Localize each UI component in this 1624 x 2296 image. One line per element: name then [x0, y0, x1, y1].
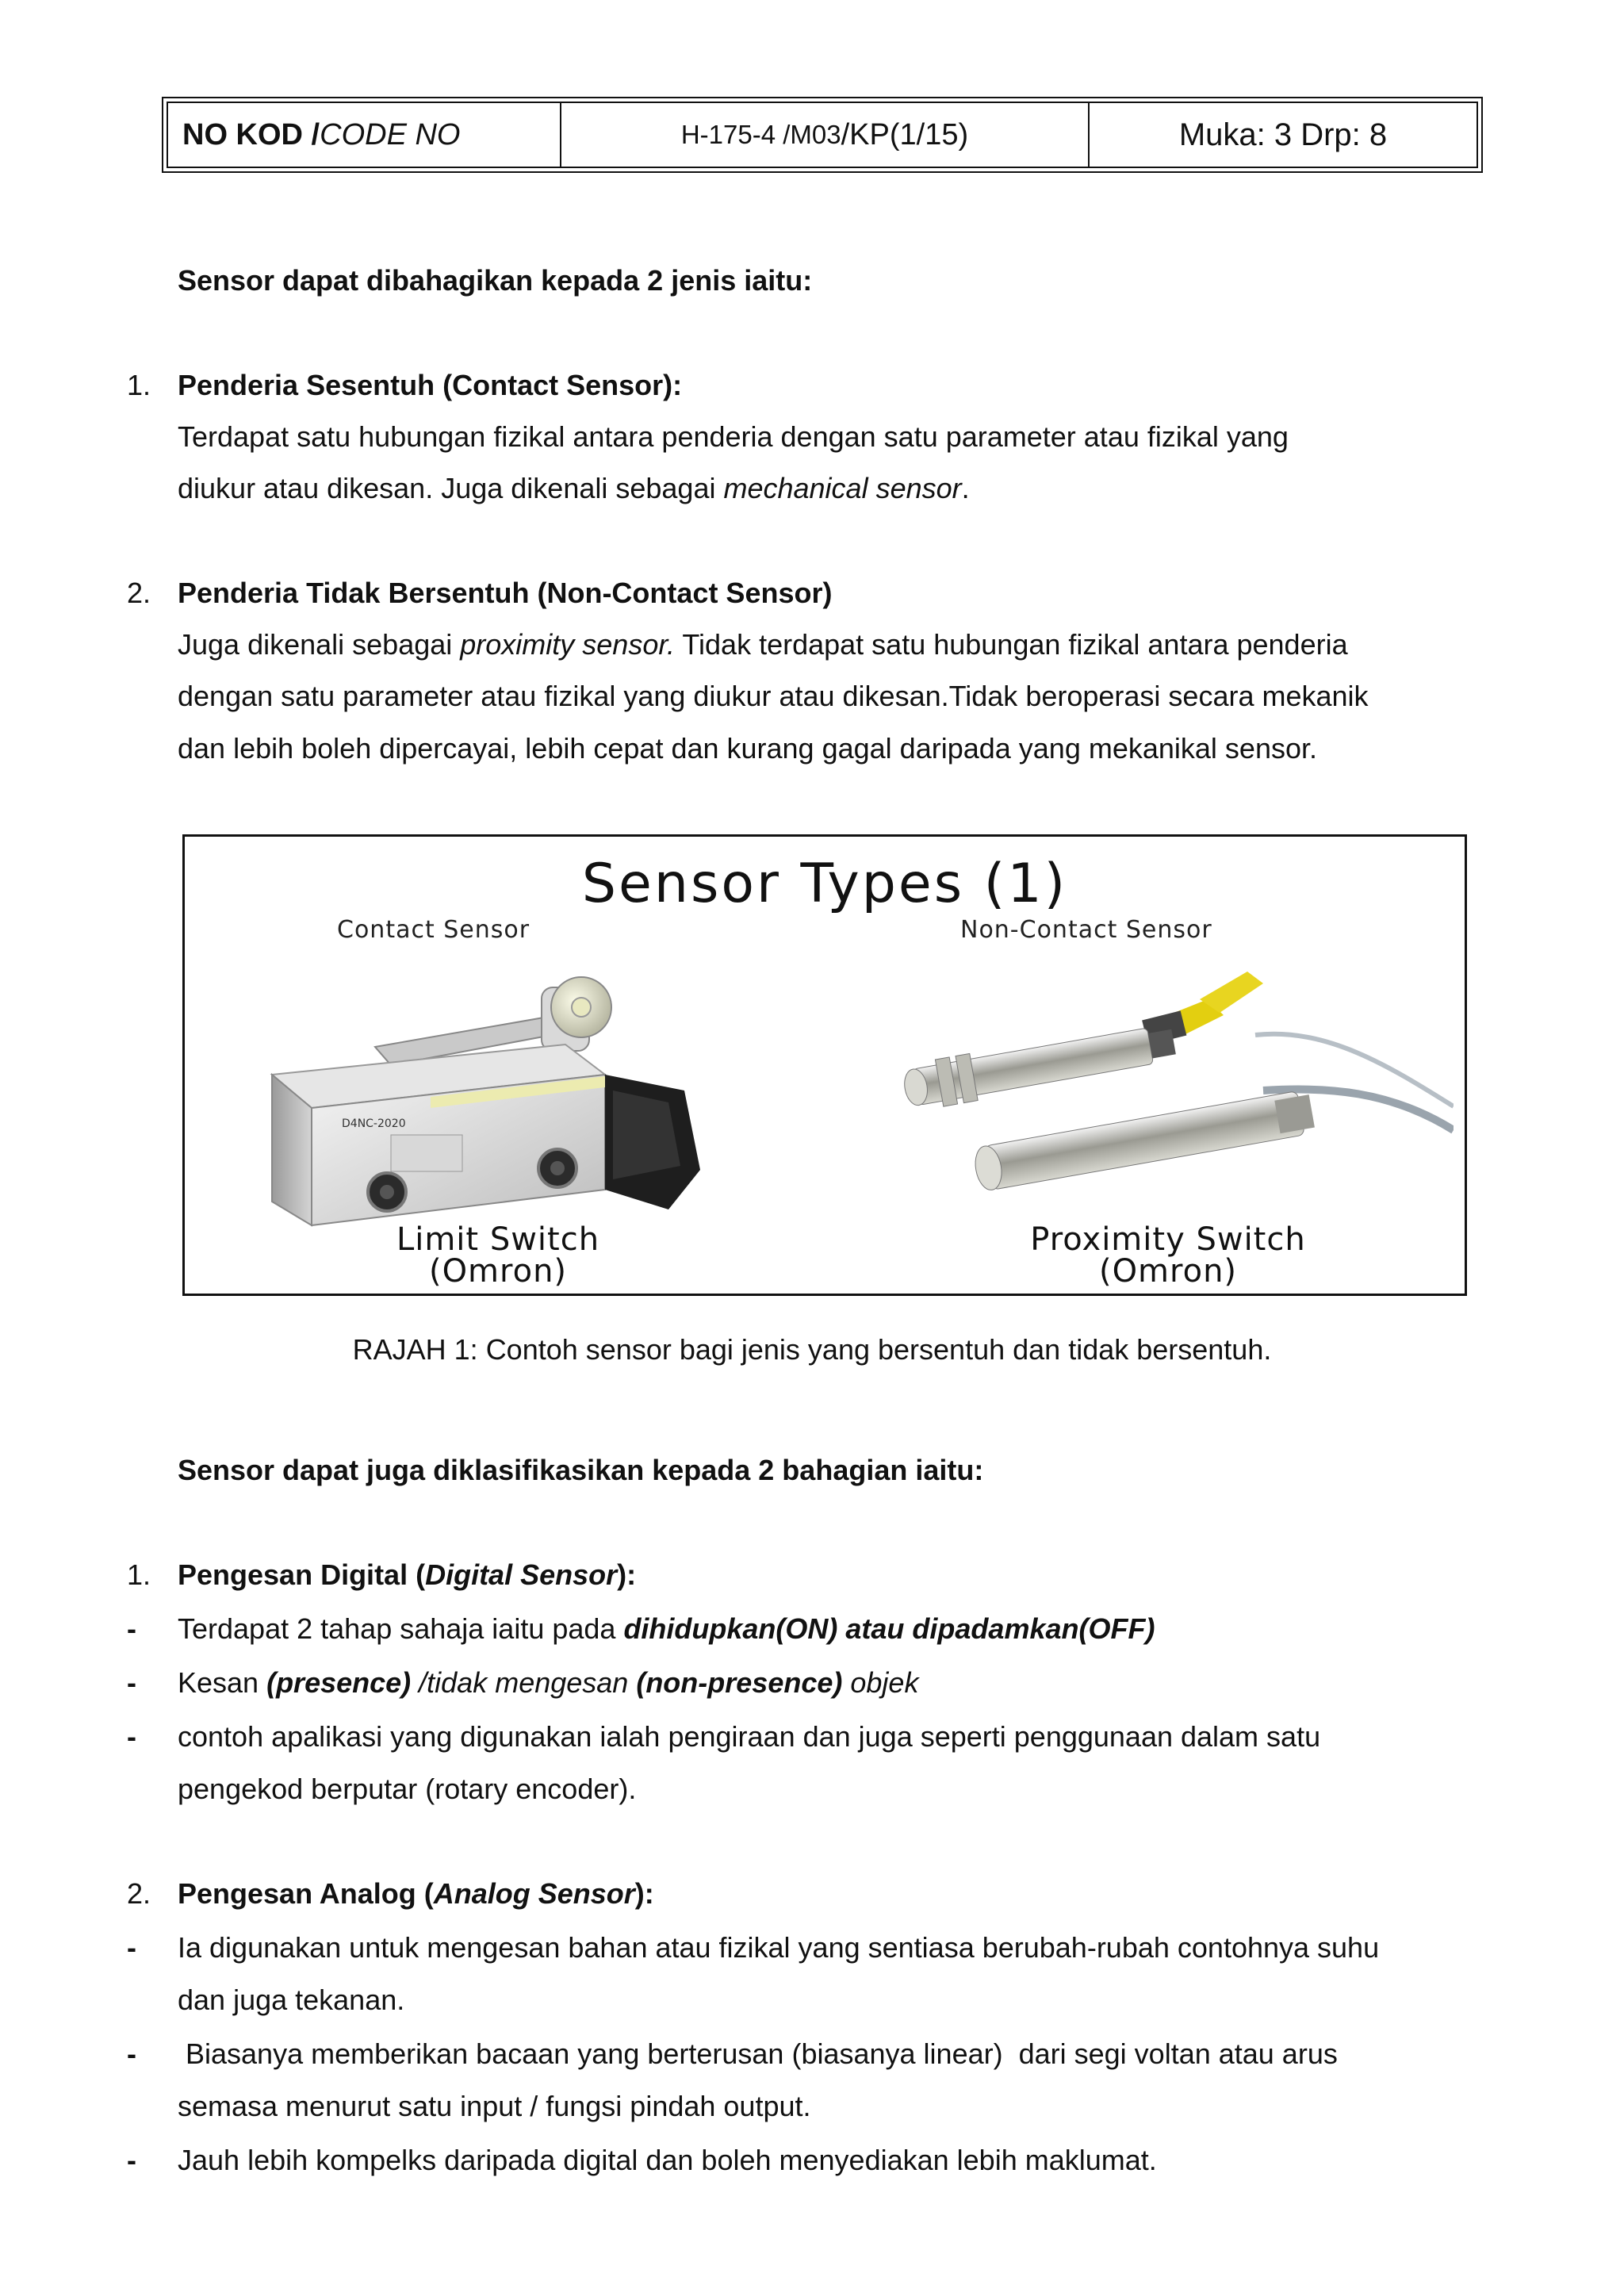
section1-item2-line1-pre: Juga dikenali sebagai — [178, 628, 461, 661]
page-info-cell — [1090, 103, 1477, 167]
bullet-dash: - — [127, 1666, 136, 1699]
limit-switch-caption-2: (Omron) — [428, 1253, 568, 1290]
section2-item1-title-pre: Pengesan Digital ( — [178, 1558, 426, 1591]
section1-intro: Sensor dapat dibahagikan kepada 2 jenis iaitu: — [178, 264, 813, 297]
bullet2-pre: Kesan — [178, 1666, 267, 1699]
section1-item2-line1 — [178, 627, 1348, 662]
section1-item2-line3: dan lebih boleh dipercayai, lebih cepat dan kurang gagal daripada yang mekanikal sensor. — [178, 732, 1317, 765]
bullet-dash: - — [127, 1720, 136, 1753]
code-value-cell — [561, 103, 1090, 167]
section2-item1-bullet1 — [178, 1612, 1155, 1646]
section1-item2-line2: dengan satu parameter atau fizikal yang diukur atau dikesan.Tidak beroperasi secara mekanik — [178, 680, 1369, 712]
limit-switch-caption-1: Limit Switch — [396, 1221, 600, 1258]
section1-item2-number: 2. — [127, 577, 151, 609]
section1-item1-title: Penderia Sesentuh (Contact Sensor): — [178, 369, 683, 401]
code-value-rest: /KP(1/15) — [841, 117, 969, 151]
section1-item1-line2-post: . — [961, 472, 970, 504]
code-label-cell — [168, 103, 561, 167]
figure-caption: RAJAH 1: Contoh sensor bagi jenis yang bersentuh dan tidak bersentuh. — [352, 1333, 1272, 1366]
proximity-switch-image — [883, 972, 1454, 1209]
section1-item2-line1-post: Tidak terdapat satu hubungan fizikal antara penderia — [675, 628, 1348, 661]
sensor-types-figure — [182, 834, 1467, 1296]
section2-item2-title — [178, 1876, 654, 1911]
section2-item1-title — [178, 1558, 636, 1593]
document-header-table — [162, 97, 1483, 173]
proximity-switch-caption-2: (Omron) — [1098, 1253, 1238, 1290]
section1-item1-number: 1. — [127, 369, 151, 401]
proximity-switch-caption — [962, 1221, 1374, 1290]
figure-left-label: Contact Sensor — [337, 916, 530, 944]
bullet2-end: objek — [842, 1666, 919, 1699]
section2-item1-title-italic: Digital Sensor — [425, 1558, 618, 1591]
section1-item2-title: Penderia Tidak Bersentuh (Non-Contact Sensor) — [178, 577, 833, 609]
section2-item1-bullet3-line2: pengekod berputar (rotary encoder). — [178, 1773, 637, 1805]
bullet-dash: - — [127, 2144, 136, 2176]
bullet2-presence: (presence) — [266, 1666, 412, 1699]
section2-item2-bullet2-line2: semasa menurut satu input / fungsi pindah output. — [178, 2090, 811, 2122]
section2-item2-number: 2. — [127, 1877, 151, 1910]
code-value-small: H-175-4 /M03 — [680, 120, 841, 149]
bullet2-non-presence: (non-presence) — [636, 1666, 843, 1699]
bullet-dash: - — [127, 1612, 136, 1645]
section2-item1-title-post: ): — [617, 1558, 637, 1591]
section2-item2-title-pre: Pengesan Analog ( — [178, 1877, 434, 1910]
section2-item2-title-italic: Analog Sensor — [433, 1877, 635, 1910]
bullet2-mid: /tidak mengesan — [411, 1666, 637, 1699]
limit-switch-caption — [320, 1221, 676, 1290]
bullet1-bold-italic: dihidupkan(ON) atau dipadamkan(OFF) — [623, 1612, 1155, 1645]
section2-item2-title-post: ): — [634, 1877, 654, 1910]
section1-item1-line2 — [178, 471, 970, 506]
section2-item2-bullet2-line1: Biasanya memberikan bacaan yang berterusan (biasanya linear) dari segi voltan atau arus — [178, 2037, 1338, 2070]
limit-switch-model-text: D4NC-2020 — [342, 1117, 406, 1130]
bullet1-pre: Terdapat 2 tahap sahaja iaitu pada — [178, 1612, 624, 1645]
bullet-dash: - — [127, 1931, 136, 1964]
section2-item2-bullet1-line2: dan juga tekanan. — [178, 1984, 405, 2016]
limit-switch-image — [256, 972, 748, 1233]
figure-right-label: Non-Contact Sensor — [960, 916, 1212, 944]
section2-item1-number: 1. — [127, 1558, 151, 1591]
section2-item2-bullet1-line1: Ia digunakan untuk mengesan bahan atau fizikal yang sentiasa berubah-rubah contohnya suhu — [178, 1931, 1380, 1964]
page-info: Muka: 3 Drp: 8 — [1178, 117, 1388, 152]
figure-title: Sensor Types (1) — [581, 853, 1068, 915]
section1-item1-line1: Terdapat satu hubungan fizikal antara penderia dengan satu parameter atau fizikal yang — [178, 420, 1289, 453]
code-label-bold: NO KOD / — [182, 117, 320, 151]
bullet-dash: - — [127, 2037, 136, 2070]
section2-item1-bullet2 — [178, 1665, 918, 1700]
section2-item1-bullet3-line1: contoh apalikasi yang digunakan ialah pengiraan dan juga seperti penggunaan dalam satu — [178, 1720, 1321, 1753]
code-label-italic: CODE NO — [320, 117, 461, 151]
section2-intro: Sensor dapat juga diklasifikasikan kepada 2 bahagian iaitu: — [178, 1454, 984, 1486]
section1-item1-line2-italic: mechanical sensor — [723, 472, 962, 504]
section1-item2-line1-italic: proximity sensor. — [460, 628, 676, 661]
header-inner — [167, 102, 1478, 168]
section1-item1-line2-pre: diukur atau dikesan. Juga dikenali sebagai — [178, 472, 724, 504]
proximity-switch-caption-1: Proximity Switch — [1030, 1221, 1306, 1258]
section2-item2-bullet3-line1: Jauh lebih kompelks daripada digital dan boleh menyediakan lebih maklumat. — [178, 2144, 1157, 2176]
